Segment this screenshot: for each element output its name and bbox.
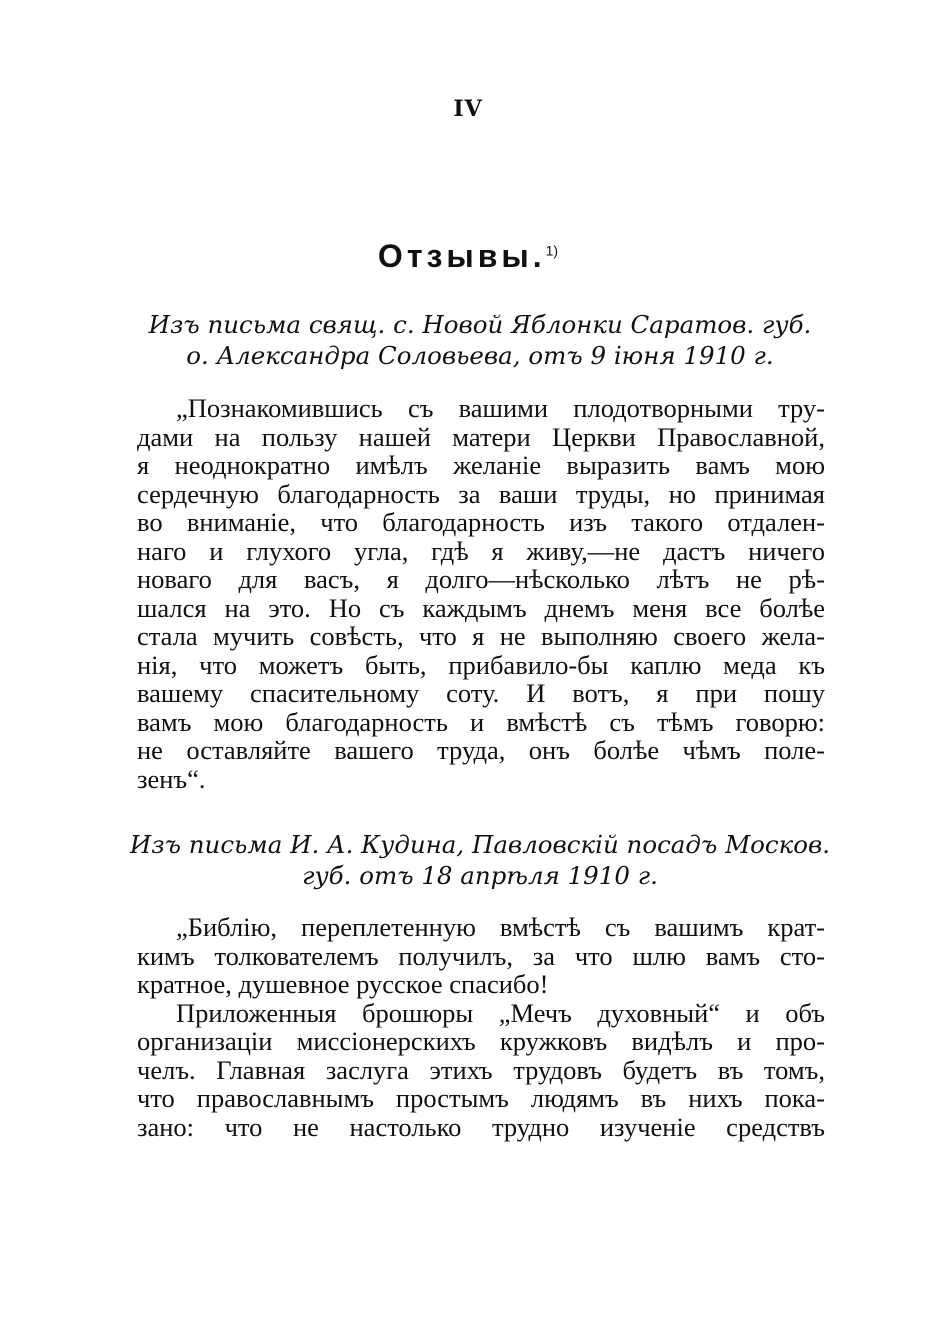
letter-text-line: вашему спасительному соту. И вотъ, я при пошу [137, 678, 825, 708]
letter-text-line: зано: что не настолько трудно изученіе средствъ [137, 1111, 825, 1142]
letter-text-line: шался на это. Но съ каждымъ днемъ меня все болѣе [137, 592, 825, 623]
letter-source-line: о. Александра Соловьева, отъ 9 іюня 1910 г. [186, 341, 774, 370]
letter-source-line: Изъ письма И. А. Кудина, Павловскій посадъ Москов. [129, 830, 831, 859]
letter-text-line: челъ. Главная заслуга этихъ трудовъ будетъ въ томъ, [137, 1054, 825, 1085]
letter-text-line: сердечную благодарность за ваши труды, но принимая [137, 478, 825, 509]
letter-text-line: во вниманіе, что благодарность изъ такого отдален- [137, 507, 825, 537]
letter-text-line: „Библію, переплетенную вмѣстѣ съ вашимъ крат- [176, 912, 825, 942]
letter-text-line: что православнымъ простымъ людямъ въ нихъ пока- [137, 1083, 825, 1113]
footnote-mark: 1) [545, 242, 559, 259]
page-number: IV [453, 96, 483, 122]
letter-text-line: организаціи миссіонерскихъ кружковъ видѣлъ и про- [137, 1026, 825, 1056]
letter-text-line: кимъ толкователемъ получилъ, за что шлю вамъ сто- [137, 940, 825, 971]
letter-text-line: не оставляйте вашего труда, онъ болѣе чѣмъ поле- [137, 735, 825, 765]
letter-text-line: дами на пользу нашей матери Церкви Православной, [137, 421, 825, 452]
letter-text-line: стала мучить совѣсть, что я не выполняю своего жела- [137, 621, 825, 651]
letter-text-line: вамъ мою благодарность и вмѣстѣ съ тѣмъ говорю: [137, 706, 825, 737]
page-title-text: Отзывы. [377, 238, 546, 274]
letter-text-line: „Познакомившись съ вашими плодотворными тру- [176, 393, 825, 423]
letter-text-line: новаго для васъ, я долго—нѣсколько лѣтъ не рѣ- [137, 564, 825, 594]
page-title [0, 238, 936, 275]
letter-text-line: нія, что можетъ быть, прибавило-бы каплю меда къ [137, 649, 825, 680]
letter-text-line: кратное, душевное русское спасибо! [137, 969, 549, 999]
letter-text-line: наго и глухого угла, гдѣ я живу,—не дастъ ничего [137, 535, 825, 566]
letter-source-line: губ. отъ 18 апрѣля 1910 г. [302, 861, 658, 890]
letter-text-line: зенъ“. [137, 763, 206, 794]
letter-text-line: Приложенныя брошюры „Мечъ духовный“ и объ [176, 997, 825, 1028]
letter-text-line: я неоднократно имѣлъ желаніе выразить вамъ мою [137, 450, 825, 480]
letter-source-line: Изъ письма свящ. с. Новой Яблонки Саратов. губ. [148, 310, 812, 339]
